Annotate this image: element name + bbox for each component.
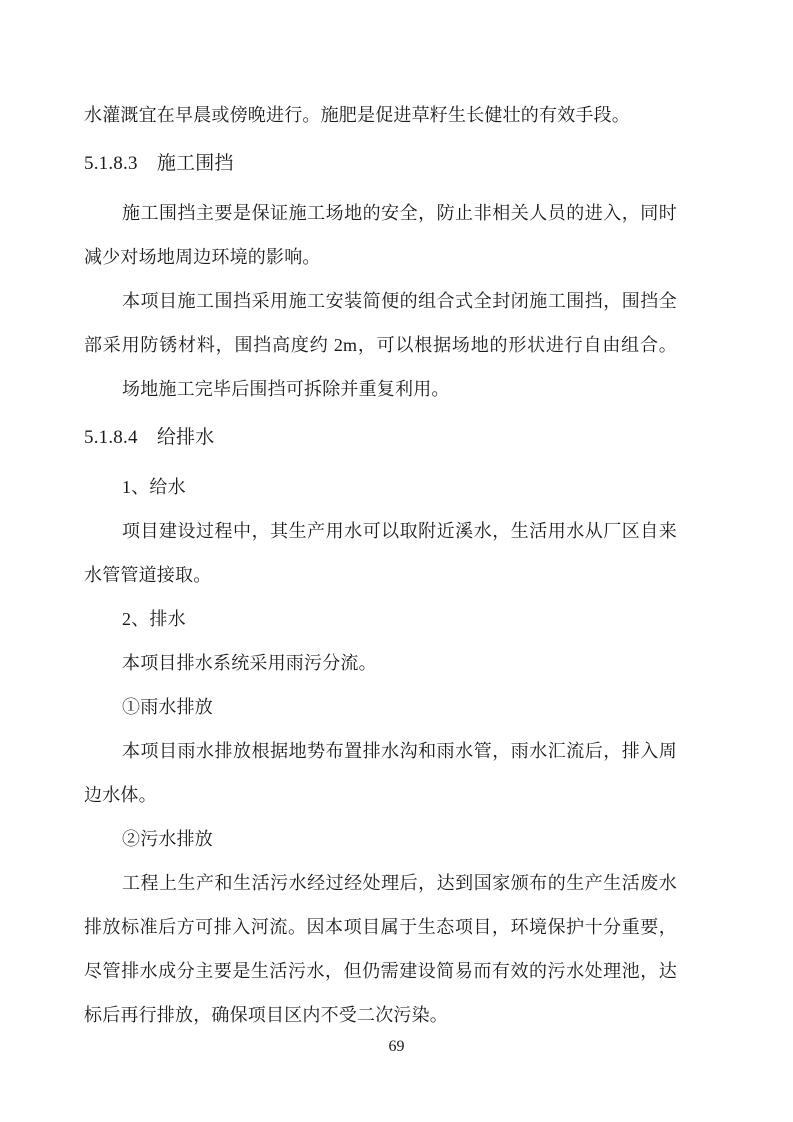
text-line: 工程上生产和生活污水经过经处理后，达到国家颁布的生产生活废水 bbox=[122, 873, 677, 893]
text-line: 水灌溉宜在早晨或傍晚进行。施肥是促进草籽生长健壮的有效手段。 bbox=[84, 105, 630, 125]
text-line: 场地施工完毕后围挡可拆除并重复利用。 bbox=[122, 379, 450, 399]
text-line: 边水体。 bbox=[84, 785, 157, 805]
text-line: 减少对场地周边环境的影响。 bbox=[84, 247, 321, 267]
page-footer bbox=[0, 1036, 793, 1058]
text-line: 项目建设过程中，其生产用水可以取附近溪水，生活用水从厂区自来 bbox=[122, 521, 677, 541]
section-heading: 5.1.8.4 给排水 bbox=[84, 427, 215, 448]
text-line: ②污水排放 bbox=[122, 829, 213, 849]
text-line: 本项目施工围挡采用施工安装简便的组合式全封闭施工围挡，围挡全 bbox=[122, 291, 677, 311]
text-line: 排放标准后方可排入河流。因本项目属于生态项目，环境保护十分重要， bbox=[84, 917, 677, 937]
text-line: 1、给水 bbox=[122, 477, 186, 497]
text-line: 本项目排水系统采用雨污分流。 bbox=[122, 653, 377, 673]
text-line: 部采用防锈材料，围挡高度约 2m，可以根据场地的形状进行自由组合。 bbox=[84, 335, 677, 355]
text-line: ①雨水排放 bbox=[122, 697, 213, 717]
text-line: 本项目雨水排放根据地势布置排水沟和雨水管，雨水汇流后，排入周 bbox=[122, 741, 677, 761]
text-line: 水管管道接取。 bbox=[84, 565, 212, 585]
section-heading: 5.1.8.3 施工围挡 bbox=[84, 153, 234, 174]
text-line: 标后再行排放，确保项目区内不受二次污染。 bbox=[84, 1005, 448, 1025]
page-number: 69 bbox=[388, 1038, 405, 1055]
text-line: 施工围挡主要是保证施工场地的安全，防止非相关人员的进入，同时 bbox=[122, 203, 677, 223]
text-line: 2、排水 bbox=[122, 609, 186, 629]
text-line: 尽管排水成分主要是生活污水，但仍需建设简易而有效的污水处理池，达 bbox=[84, 961, 677, 981]
page-content bbox=[84, 93, 677, 1037]
